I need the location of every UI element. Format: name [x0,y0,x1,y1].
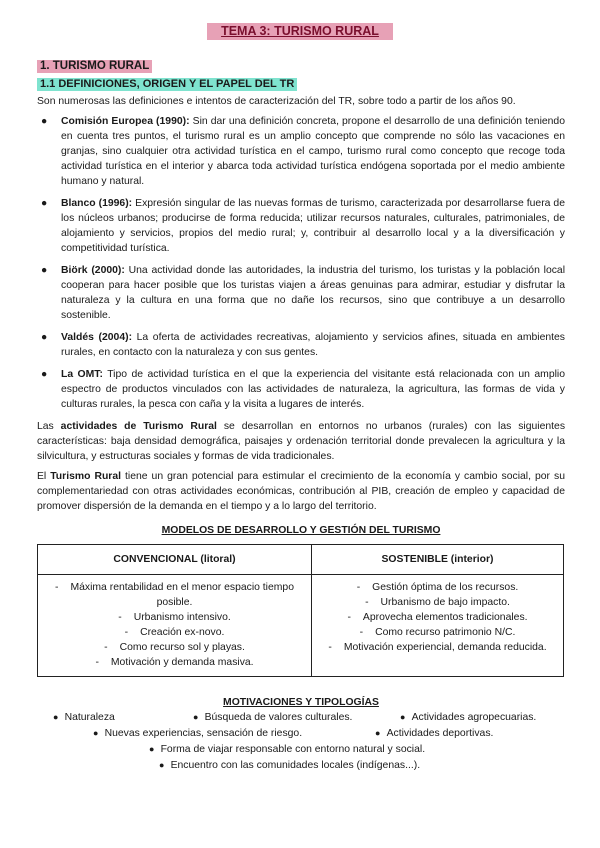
motivation-item [93,726,303,741]
bullet-icon: ● [41,369,48,380]
definition-author: Comisión Europea (1990): [61,116,190,127]
motivations-row [37,710,565,726]
potential-paragraph [37,469,565,514]
definition-item [37,196,565,256]
definition-author: Blanco (1996): [61,198,133,209]
motivation-text: Actividades agropecuarias. [411,712,537,723]
models-table-title: MODELOS DE DESARROLLO Y GESTIÓN DEL TURISMO [161,525,441,536]
list-item-text: Urbanismo de bajo impacto. [380,597,510,608]
dash-icon: - [55,582,59,593]
list-item-text: Urbanismo intensivo. [133,612,231,623]
list-item-text: Motivación y demanda masiva. [110,657,254,668]
motivation-text: Nuevas experiencias, sensación de riesgo. [104,728,303,739]
bullet-icon: ● [93,728,99,738]
para-text: se desarrollan en entornos no urbanos (rurales) con las siguientes características: baja densidad demográfica, paisajes y ordenación territorial donde prevalecen la agricultura y la silvicultura, y estructuras sociales y formas de vida tradicionales. [37,421,566,462]
list-item-text: Aprovecha elementos tradicionales. [362,612,528,623]
motivation-text: Naturaleza [64,712,115,723]
main-content [37,94,565,774]
para-bold: actividades de Turismo Rural [60,421,217,432]
definition-text: Una actividad donde las autoridades, la industria del turismo, los turistas y la población local cooperan para hacer posible que los turistas viajen a áreas genuinas para admirar, estudiar y disfrutar la naturaleza y la cultura en una forma que no dañe los recursos, sino que contribuye a un desarrollo sostenible. [61,265,566,321]
bullet-icon: ● [41,265,48,276]
header-sostenible: SOSTENIBLE (interior) [312,545,564,575]
bullet-icon: ● [375,728,381,738]
list-item-text: Creación ex-novo. [140,627,225,638]
bullet-icon: ● [41,332,48,343]
definition-author: Valdés (2004): [61,332,133,343]
page-title: TEMA 3: TURISMO RURAL [207,23,393,40]
header-convencional: CONVENCIONAL (litoral) [38,545,312,575]
motivation-text: Forma de viajar responsable con entorno natural y social. [160,744,426,755]
intro-paragraph: Son numerosas las definiciones e intentos de caracterización del TR, sobre todo a partir de los años 90. [37,96,516,107]
definition-text: Expresión singular de las nuevas formas de turismo, caracterizada por desarrollarse fuera de los núcleos urbanos; producirse de forma reducida; utilizar recursos naturales, culturales, patrimoniales, de alojamiento y servicios, propios del medio rural; y, contribuir al desarrollo local y a la diversificación y competitividad turística. [61,198,565,254]
definition-text: La oferta de actividades recreativas, alojamiento y servicios afines, situada en ambientes rurales, en contacto con la naturaleza y con sus gentes. [61,332,565,358]
motivations-row [37,742,565,758]
bullet-icon: ● [53,712,59,722]
list-item [316,625,559,640]
motivation-item [193,710,353,725]
motivation-item [149,742,426,757]
definition-item [37,263,565,323]
motivations-title: MOTIVACIONES Y TIPOLOGÍAS [223,697,379,708]
motivation-text: Actividades deportivas. [386,728,494,739]
definition-item [37,114,565,189]
bullet-icon: ● [400,712,406,722]
dash-icon: - [356,582,361,593]
sostenible-list [316,580,559,655]
definition-text: Tipo de actividad turística en el que la experiencia del visitante está relacionada con un amplio espectro de productos vinculados con las actividades de naturaleza, la agricultura, las formas de vida y culturas rurales, la pesca con caña y la visita a lugares de interés. [61,369,566,410]
definition-item [37,367,565,412]
dash-icon: - [365,597,369,608]
convencional-list [42,580,307,670]
definition-text: Sin dar una definición concreta, propone el desarrollo de una definición teniendo en cuenta tres puntos, el turismo rural es un amplio concepto que comprende no sólo las vacaciones en granjas, sino cualquier otra actividad turística en el campo, turismo rural como concepto que recoge toda actividad turística en el interior y abarca toda actividad turística endógena soportada por el medio ambiente humano y natural. [61,116,565,187]
sostenible-cell [312,575,564,677]
convencional-cell [38,575,312,677]
dash-icon: - [104,642,108,653]
dash-icon: - [359,627,364,638]
bullet-icon: ● [41,198,48,209]
list-item [42,625,307,640]
motivation-item [53,710,115,725]
bullet-icon: ● [159,760,165,770]
models-table [37,544,564,677]
motivations-row [37,758,565,774]
bullet-icon: ● [193,712,199,722]
motivation-item [159,758,421,773]
activities-paragraph [37,419,565,464]
motivations-row [37,726,565,742]
para-text: tiene un gran potencial para estimular el crecimiento de la economía y cambio social, por su complementariedad con otras actividades económicas, contribución al PIB, creación de empleo y capacidad de promover dispersión de la demanda en el tiempo y a lo largo del territorio. [37,471,565,512]
list-item-text: Máxima rentabilidad en el menor espacio tiempo posible. [70,582,294,608]
dash-icon: - [347,612,351,623]
bullet-icon: ● [149,744,155,754]
motivation-item [400,710,537,725]
list-item [42,610,307,625]
list-item [316,580,559,595]
list-item [42,580,307,610]
bullet-icon: ● [41,116,48,127]
definition-item [37,330,565,360]
definitions-list [37,114,565,412]
motivation-text: Búsqueda de valores culturales. [204,712,353,723]
list-item-text: Gestión óptima de los recursos. [372,582,519,593]
list-item [316,640,559,655]
motivation-text: Encuentro con las comunidades locales (indígenas...). [170,760,421,771]
list-item [316,595,559,610]
dash-icon: - [118,612,122,623]
table-row [38,575,564,677]
list-item-text: Motivación experiencial, demanda reducida. [343,642,547,653]
dash-icon: - [124,627,129,638]
title-wrap [0,0,600,40]
list-item [316,610,559,625]
section-heading: 1. TURISMO RURAL [37,60,152,73]
para-text: El [37,471,51,482]
list-item-text: Como recurso sol y playas. [119,642,245,653]
motivation-item [375,726,494,741]
subsection-heading: 1.1 DEFINICIONES, ORIGEN Y EL PAPEL DEL TR [37,78,297,91]
list-item [42,640,307,655]
list-item [42,655,307,670]
list-item-text: Como recurso patrimonio N/C. [375,627,516,638]
dash-icon: - [328,642,332,653]
definition-author: La OMT: [61,369,103,380]
para-bold: Turismo Rural [50,471,122,482]
para-text: Las [37,421,61,432]
table-header-row [38,545,564,575]
dash-icon: - [95,657,99,668]
definition-author: Biörk (2000): [61,265,125,276]
